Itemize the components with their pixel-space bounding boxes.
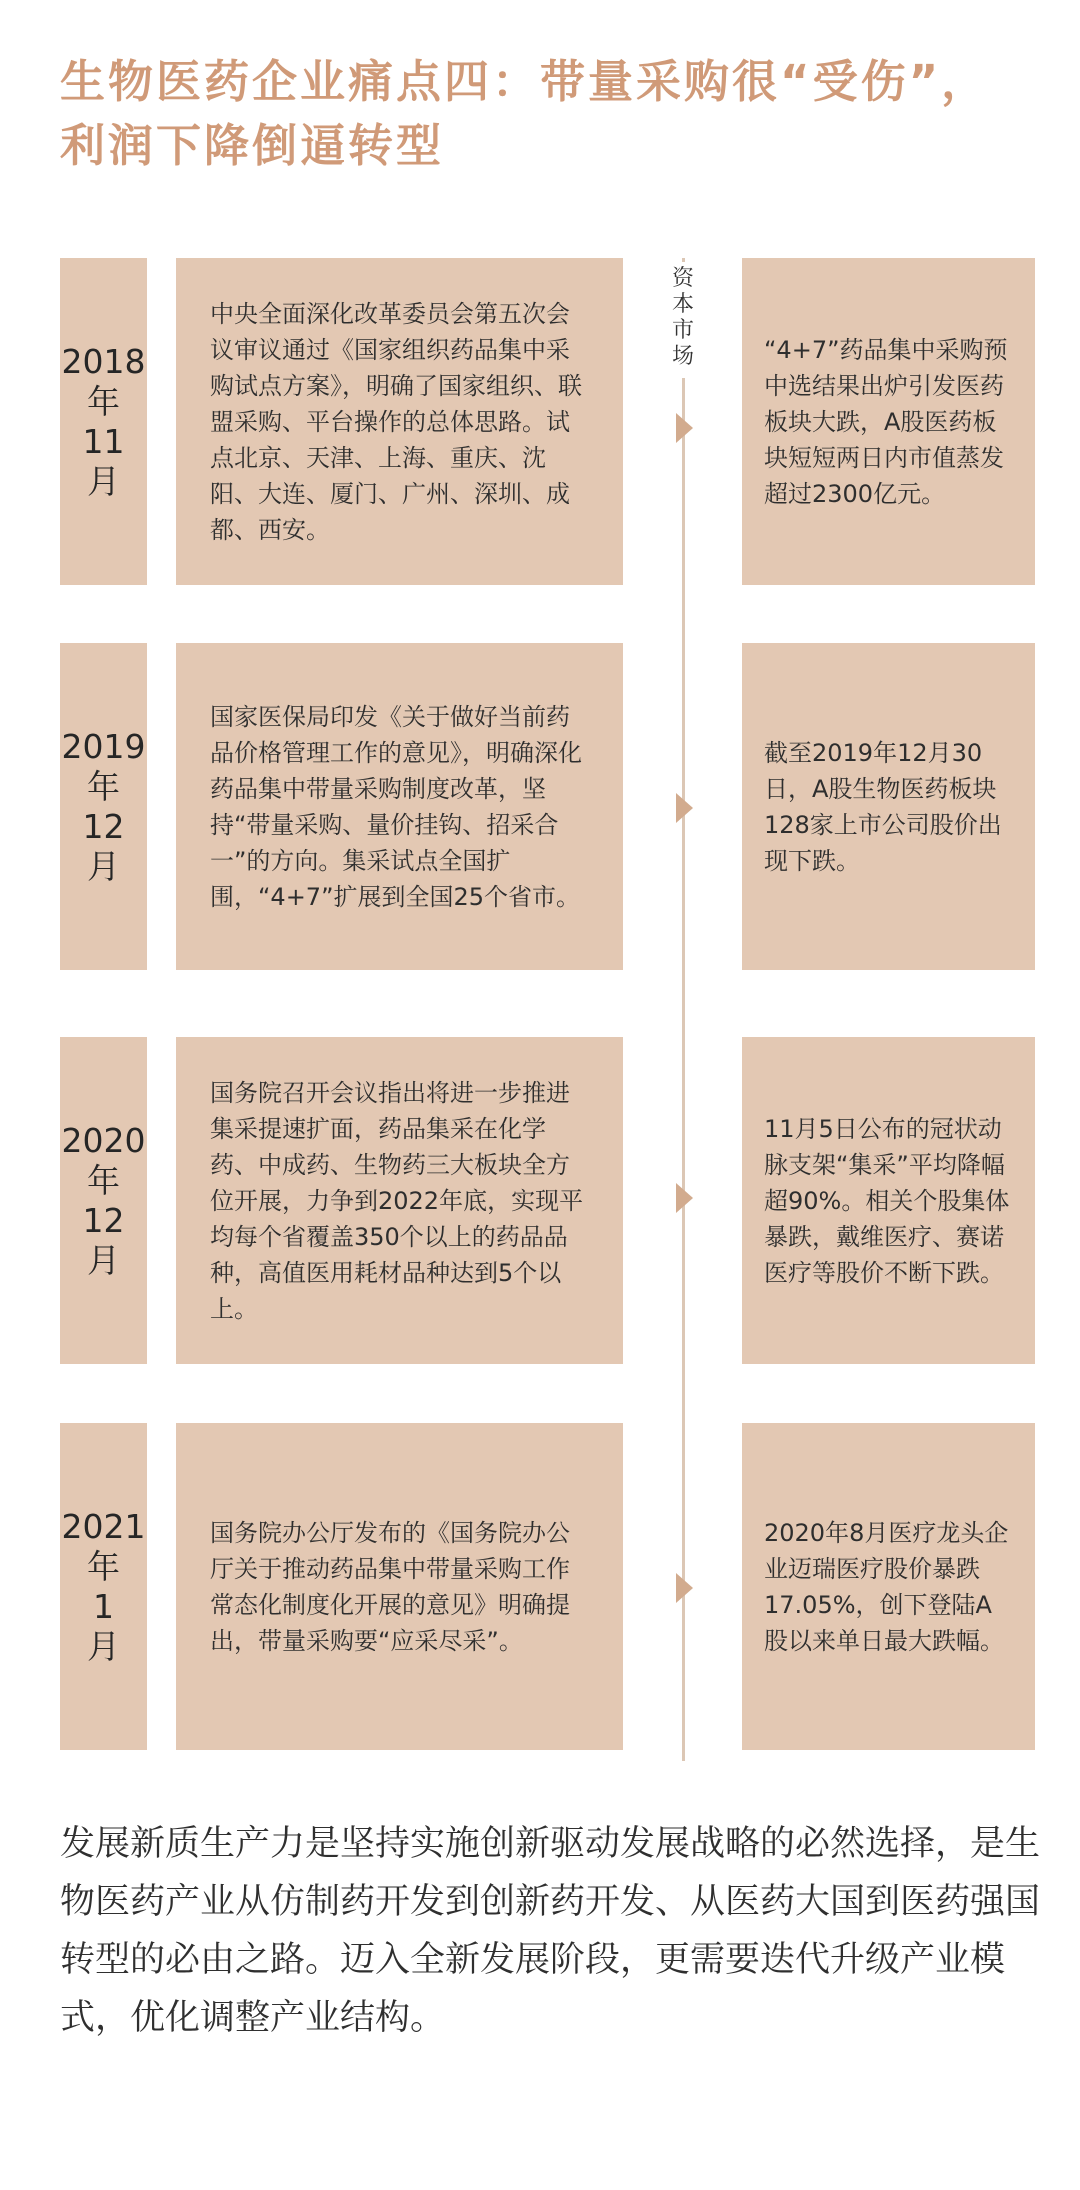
month-unit: 月	[87, 461, 120, 501]
year-label: 2018	[61, 341, 146, 381]
timeline-line	[682, 258, 685, 1761]
arrow-right-icon	[676, 413, 693, 443]
page-title	[60, 50, 1040, 178]
market-impact-text: “4+7”药品集中采购预中选结果出炉引发医药板块大跌，A股医药板块短短两日内市值蒸发超过2300亿元。	[764, 335, 1008, 508]
year-unit: 年	[87, 1546, 120, 1586]
year-unit: 年	[87, 1160, 120, 1200]
month-label: 12	[82, 1200, 125, 1240]
policy-description-box	[176, 643, 623, 970]
month-unit: 月	[87, 1240, 120, 1280]
year-unit: 年	[87, 381, 120, 421]
year-box-2018-11	[60, 258, 147, 585]
year-label: 2021	[61, 1506, 146, 1546]
market-impact-text: 11月5日公布的冠状动脉支架“集采”平均降幅超90%。相关个股集体暴跌，戴维医疗、赛诺医疗等股价不断下跌。	[764, 1114, 1010, 1287]
policy-description-text: 中央全面深化改革委员会第五次会议审议通过《国家组织药品集中采购试点方案》，明确了国家组织、联盟采购、平台操作的总体思路。试点北京、天津、上海、重庆、沈阳、大连、厦门、广州、深圳、成都、西安。	[210, 299, 582, 544]
policy-description-text: 国务院召开会议指出将进一步推进集采提速扩面，药品集采在化学药、中成药、生物药三大板块全方位开展，力争到2022年底，实现平均每个省覆盖350个以上的药品品种，高值医用耗材品种达到5个以上。	[210, 1078, 584, 1323]
market-impact-box	[742, 1037, 1035, 1364]
year-box-2020-12	[60, 1037, 147, 1364]
timeline-label-char: 本	[671, 292, 694, 317]
year-label: 2020	[61, 1120, 146, 1160]
timeline-label-char: 场	[671, 344, 694, 369]
year-box-2021-1	[60, 1423, 147, 1750]
year-unit: 年	[87, 766, 120, 806]
year-label: 2019	[61, 726, 146, 766]
market-impact-box	[742, 1423, 1035, 1750]
timeline-label-char: 市	[671, 318, 694, 343]
closing-paragraph: 发展新质生产力是坚持实施创新驱动发展战略的必然选择，是生物医药产业从仿制药开发到创新药开发、从医药大国到医药强国转型的必由之路。迈入全新发展阶段，更需要迭代升级产业模式，优化调整产业结构。	[60, 1824, 1041, 2038]
page-title-line-1: 生物医药企业痛点四：带量采购很“受伤”，	[60, 55, 990, 108]
policy-description-text: 国务院办公厅发布的《国务院办公厅关于推动药品集中带量采购工作常态化制度化开展的意见》明确提出，带量采购要“应采尽采”。	[210, 1518, 570, 1655]
year-box-2019-12	[60, 643, 147, 970]
market-impact-box	[742, 258, 1035, 585]
policy-description-box	[176, 1423, 623, 1750]
policy-description-text: 国家医保局印发《关于做好当前药品价格管理工作的意见》，明确深化药品集中带量采购制度改革，坚持“带量采购、量价挂钩、招采合一”的方向。集采试点全国扩围，“4+7”扩展到全国25个省市。	[210, 702, 582, 911]
market-impact-box	[742, 643, 1035, 970]
arrow-right-icon	[676, 793, 693, 823]
policy-description-box	[176, 1037, 623, 1364]
arrow-right-icon	[676, 1573, 693, 1603]
market-impact-text: 截至2019年12月30日，A股生物医药板块128家上市公司股价出现下跌。	[764, 738, 1002, 875]
timeline-label-char: 资	[671, 266, 694, 291]
month-unit: 月	[87, 846, 120, 886]
month-label: 1	[93, 1586, 114, 1626]
arrow-right-icon	[676, 1183, 693, 1213]
month-label: 11	[82, 421, 125, 461]
market-impact-text: 2020年8月医疗龙头企业迈瑞医疗股价暴跌17.05%，创下登陆A股以来单日最大跌幅。	[764, 1518, 1009, 1655]
month-unit: 月	[87, 1626, 120, 1666]
month-label: 12	[82, 806, 125, 846]
page-title-line-2: 利润下降倒逼转型	[60, 119, 445, 172]
policy-description-box	[176, 258, 623, 585]
timeline-label	[666, 262, 700, 378]
